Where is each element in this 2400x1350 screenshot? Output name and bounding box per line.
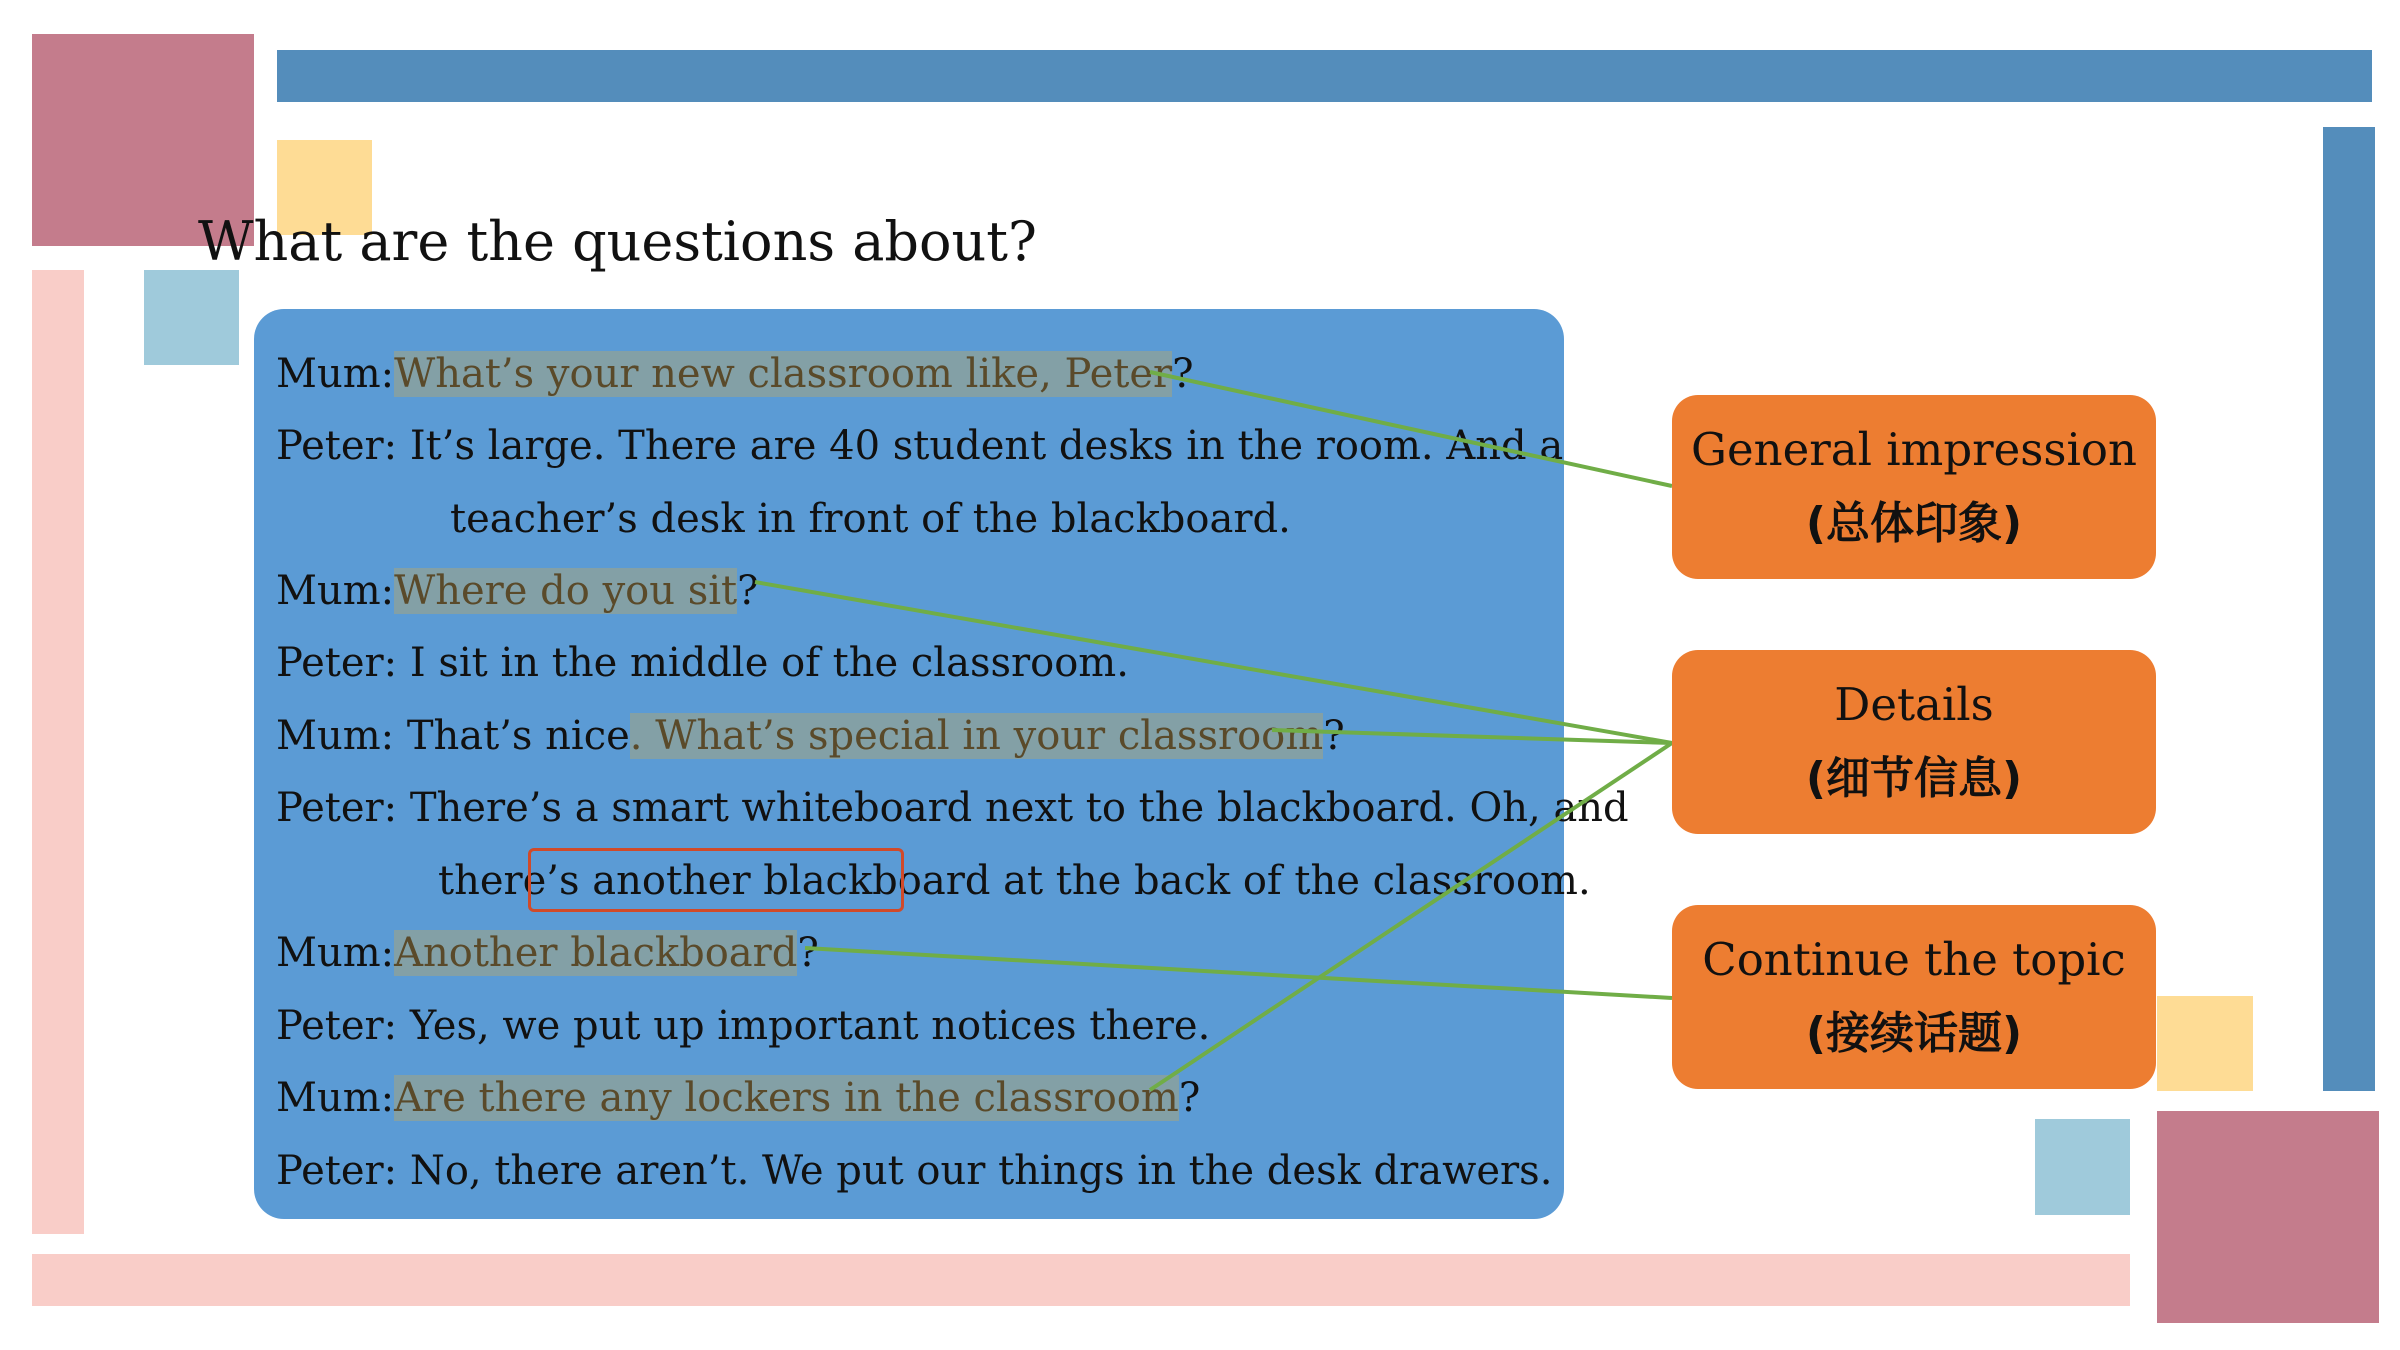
dialogue-line-5: Peter: I sit in the middle of the classroom. — [276, 640, 1129, 686]
connector-details-3 — [1150, 743, 1672, 1090]
callout-label-zh: (细节信息) — [1805, 753, 2023, 804]
question-mark: ? — [1172, 351, 1194, 397]
connector-details-1 — [755, 582, 1672, 743]
question-mark: ? — [797, 930, 819, 976]
dialogue-text: Mum: That’s nice — [276, 713, 630, 759]
question-highlight: What’s your new classroom like, Peter — [394, 351, 1173, 397]
question-mark: ? — [1323, 713, 1345, 759]
speaker-label: Mum: — [276, 568, 395, 614]
connector-continue — [805, 948, 1672, 998]
connector-general — [1150, 372, 1672, 486]
callout-label-en: General impression — [1691, 423, 2137, 476]
dialogue-line-7: Peter: There’s a smart whiteboard next to the blackboard. Oh, and — [276, 785, 1629, 831]
callout-label-zh: (总体印象) — [1805, 498, 2023, 549]
dialogue-line-12: Peter: No, there aren’t. We put our things in the desk drawers. — [276, 1148, 1553, 1194]
question-mark: ? — [1178, 1075, 1201, 1121]
callout-label-en: Continue the topic — [1702, 933, 2126, 986]
callout-general-impression — [1672, 395, 2156, 579]
callout-label-zh: (接续话题) — [1805, 1008, 2023, 1059]
speaker-label: Mum: — [276, 930, 395, 976]
question-highlight: . What’s special in your classroom — [629, 713, 1324, 759]
callout-label-en: Details — [1834, 678, 1994, 731]
speaker-label: Mum: — [276, 1075, 395, 1121]
callout-continue-topic — [1672, 905, 2156, 1089]
dialogue-line-3: teacher’s desk in front of the blackboard. — [450, 496, 1291, 542]
page-title: What are the questions about? — [198, 210, 1037, 273]
dialogue-line-2: Peter: It’s large. There are 40 student desks in the room. And a — [276, 423, 1564, 469]
callout-details — [1672, 650, 2156, 834]
question-highlight: Another blackboard — [394, 930, 798, 976]
dialogue-line-8: there’s another blackboard at the back of the classroom. — [438, 858, 1591, 904]
question-highlight: Where do you sit — [394, 568, 738, 614]
question-mark: ? — [737, 568, 759, 614]
question-highlight: Are there any lockers in the classroom — [394, 1075, 1179, 1121]
dialogue-line-10: Peter: Yes, we put up important notices there. — [276, 1003, 1211, 1049]
speaker-label: Mum: — [276, 351, 395, 397]
